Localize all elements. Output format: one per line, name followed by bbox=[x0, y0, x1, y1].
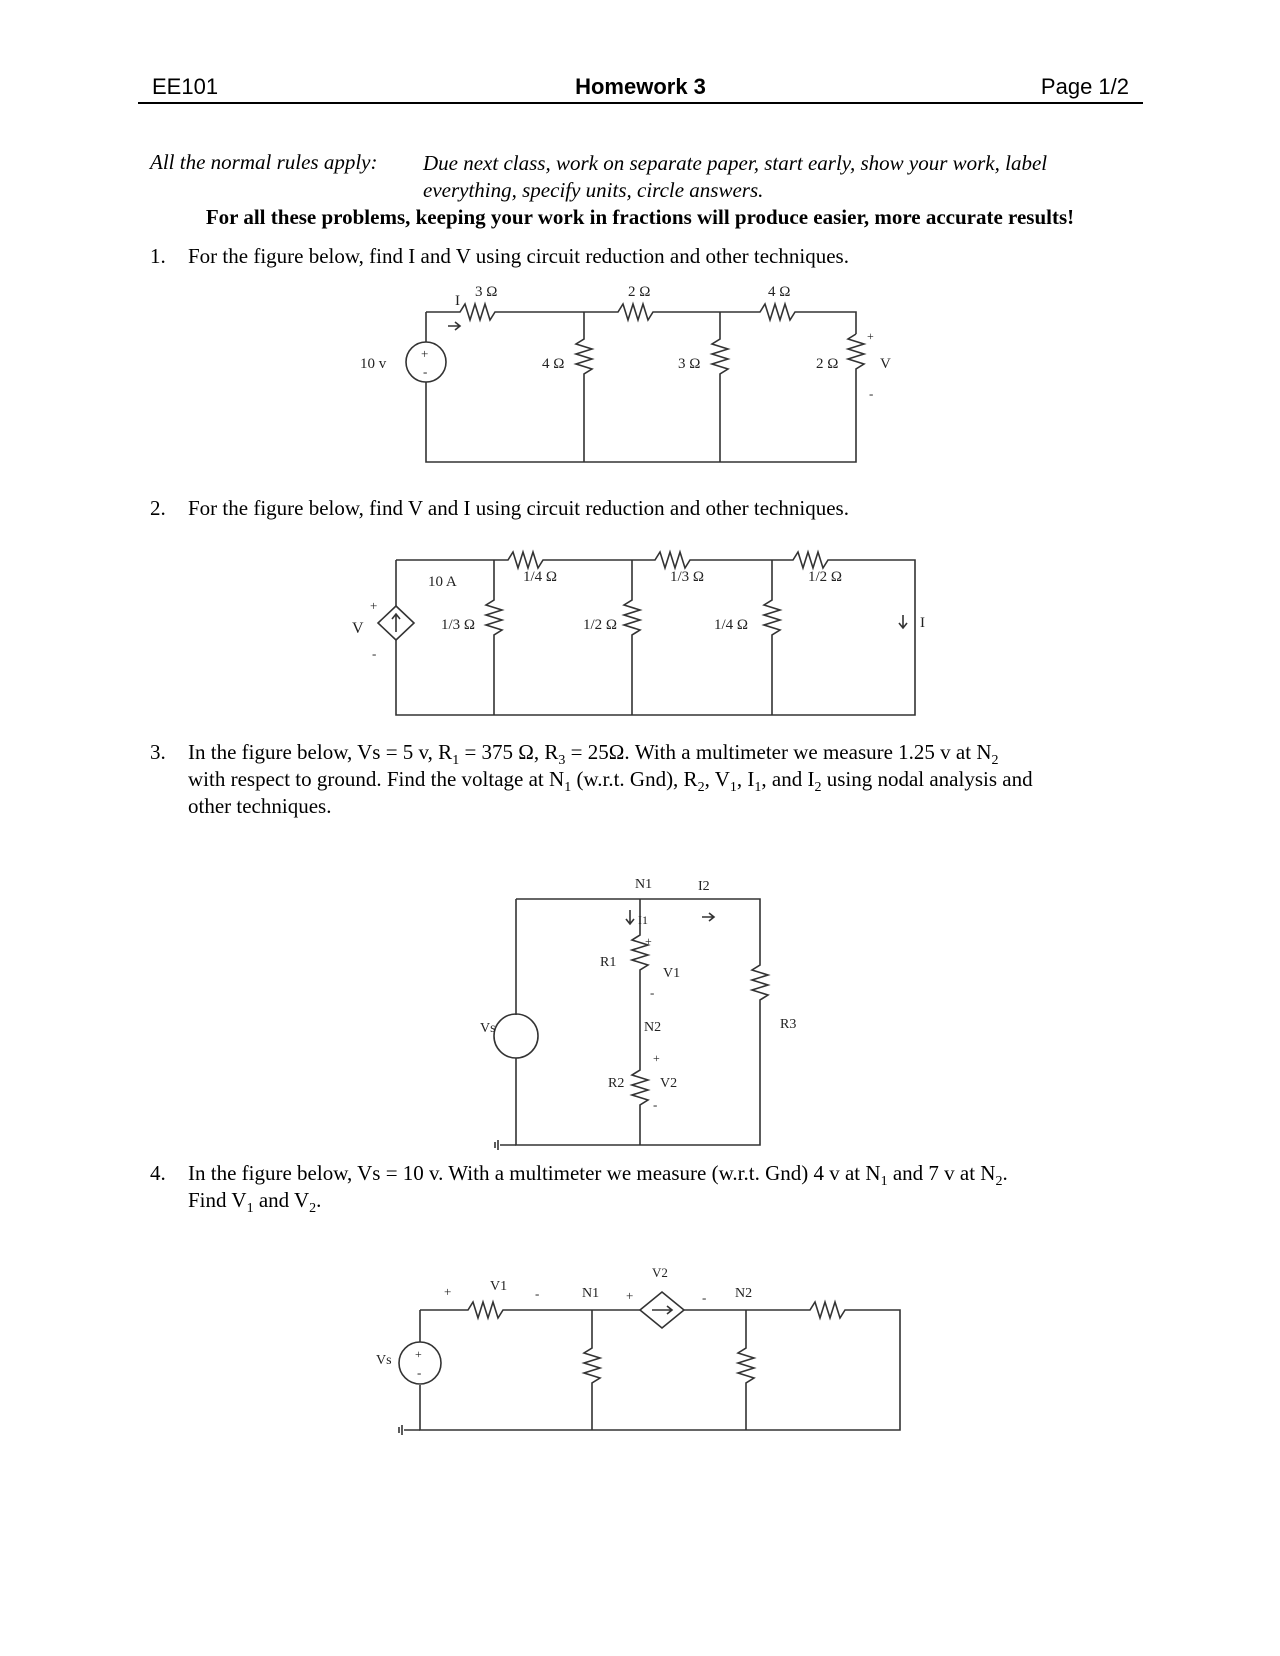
polarity-plus: + bbox=[626, 1288, 634, 1303]
polarity-plus: + bbox=[645, 934, 652, 948]
question-text: For the figure below, find V and I using circuit reduction and other techniques. bbox=[188, 496, 849, 520]
resistor-label: 1/3 Ω bbox=[441, 617, 476, 633]
resistor-label: 1/3 Ω bbox=[670, 569, 705, 585]
node-label: N1 bbox=[582, 1286, 600, 1301]
figure-4-circuit bbox=[370, 1265, 910, 1460]
rules-label: All the normal rules apply: bbox=[150, 150, 378, 174]
polarity-minus: - bbox=[702, 1290, 707, 1305]
question-text: In the figure below, Vs = 10 v. With a multimeter we measure (w.r.t. Gnd) 4 v at $N_1$ and 7 v at $N_2$. Find $V_1$ and $V_2$. bbox=[188, 1161, 1008, 1217]
resistor-label: 1/4 Ω bbox=[714, 617, 749, 633]
question-text: In the figure below, Vs = 5 v, $R_1 = 375$ Ω, $R_3 = 25\Omega$. With a multimeter we measure 1.25 v at $N_2$ with respect to ground. Find the voltage at $N_1$ (w.r.t. Gnd), $R_2$, $V_1$, $I_1$, and $I_2$ using nodal analysis and other techniques. bbox=[188, 740, 1033, 818]
resistor-label: 4 Ω bbox=[542, 356, 565, 372]
source-label: 10 v bbox=[360, 356, 387, 372]
polarity-minus: - bbox=[535, 1286, 540, 1301]
source-label: Vs bbox=[376, 1353, 392, 1368]
resistor-label: 1/4 Ω bbox=[523, 569, 558, 585]
voltage-label: V2 bbox=[660, 1076, 678, 1091]
voltage-label: V2 bbox=[652, 1265, 668, 1280]
voltage-label: V bbox=[880, 356, 891, 372]
figure-1-circuit bbox=[360, 282, 891, 462]
question-number: 2. bbox=[150, 496, 166, 520]
figure-3-circuit bbox=[470, 877, 797, 1150]
resistor-label: 3 Ω bbox=[678, 356, 701, 372]
resistor-label: 1/2 Ω bbox=[808, 569, 843, 585]
course-code: EE101 bbox=[152, 74, 219, 99]
node-label: N2 bbox=[735, 1286, 753, 1301]
voltage-label: V bbox=[352, 620, 364, 637]
resistor-label: 4 Ω bbox=[768, 284, 791, 300]
resistor-label: 1/2 Ω bbox=[583, 617, 618, 633]
question-number: 3. bbox=[150, 740, 166, 764]
resistor-label: R1 bbox=[600, 955, 617, 970]
polarity-plus: + bbox=[370, 598, 378, 613]
resistor-label: R2 bbox=[608, 1076, 625, 1091]
polarity-plus: + bbox=[867, 329, 874, 343]
resistor-label: R3 bbox=[780, 1017, 797, 1032]
resistor-label: 3 Ω bbox=[475, 284, 498, 300]
polarity-plus: + bbox=[653, 1051, 660, 1065]
resistor-label: 2 Ω bbox=[628, 284, 651, 300]
page-header bbox=[138, 72, 1143, 104]
page-title: Homework 3 bbox=[575, 74, 706, 99]
polarity-minus: - bbox=[650, 985, 655, 1000]
node-label: N1 bbox=[635, 877, 653, 892]
polarity-plus: + bbox=[444, 1284, 452, 1299]
source-label: 10 A bbox=[428, 574, 457, 590]
node-label: N2 bbox=[644, 1020, 662, 1035]
question-text: For the figure below, find I and V using circuit reduction and other techniques. bbox=[188, 244, 849, 268]
rules-text: Due next class, work on separate paper, start early, show your work, label everything, specify units, circle answers. bbox=[423, 151, 1048, 202]
current-label: I bbox=[920, 615, 925, 631]
polarity-minus: - bbox=[417, 1365, 422, 1380]
page-number: Page 1/2 bbox=[1040, 74, 1129, 99]
voltage-label: V1 bbox=[490, 1279, 508, 1294]
polarity-minus: - bbox=[653, 1097, 658, 1112]
voltage-label: V1 bbox=[663, 966, 681, 981]
polarity-plus: + bbox=[415, 1347, 422, 1361]
current-label: I1 bbox=[638, 913, 648, 927]
fractions-note: For all these problems, keeping your work in fractions will produce easier, more accurate results! bbox=[205, 205, 1075, 229]
resistor-label: 2 Ω bbox=[816, 356, 839, 372]
current-label: I bbox=[455, 293, 460, 309]
figure-2-circuit bbox=[330, 560, 930, 720]
current-label: I2 bbox=[698, 879, 710, 894]
polarity-minus: - bbox=[869, 386, 874, 401]
question-number: 1. bbox=[150, 244, 166, 268]
question-number: 4. bbox=[150, 1161, 166, 1185]
polarity-minus: - bbox=[372, 646, 377, 661]
source-label: Vs bbox=[480, 1021, 496, 1036]
polarity-plus: + bbox=[421, 346, 429, 361]
polarity-minus: - bbox=[423, 364, 428, 379]
